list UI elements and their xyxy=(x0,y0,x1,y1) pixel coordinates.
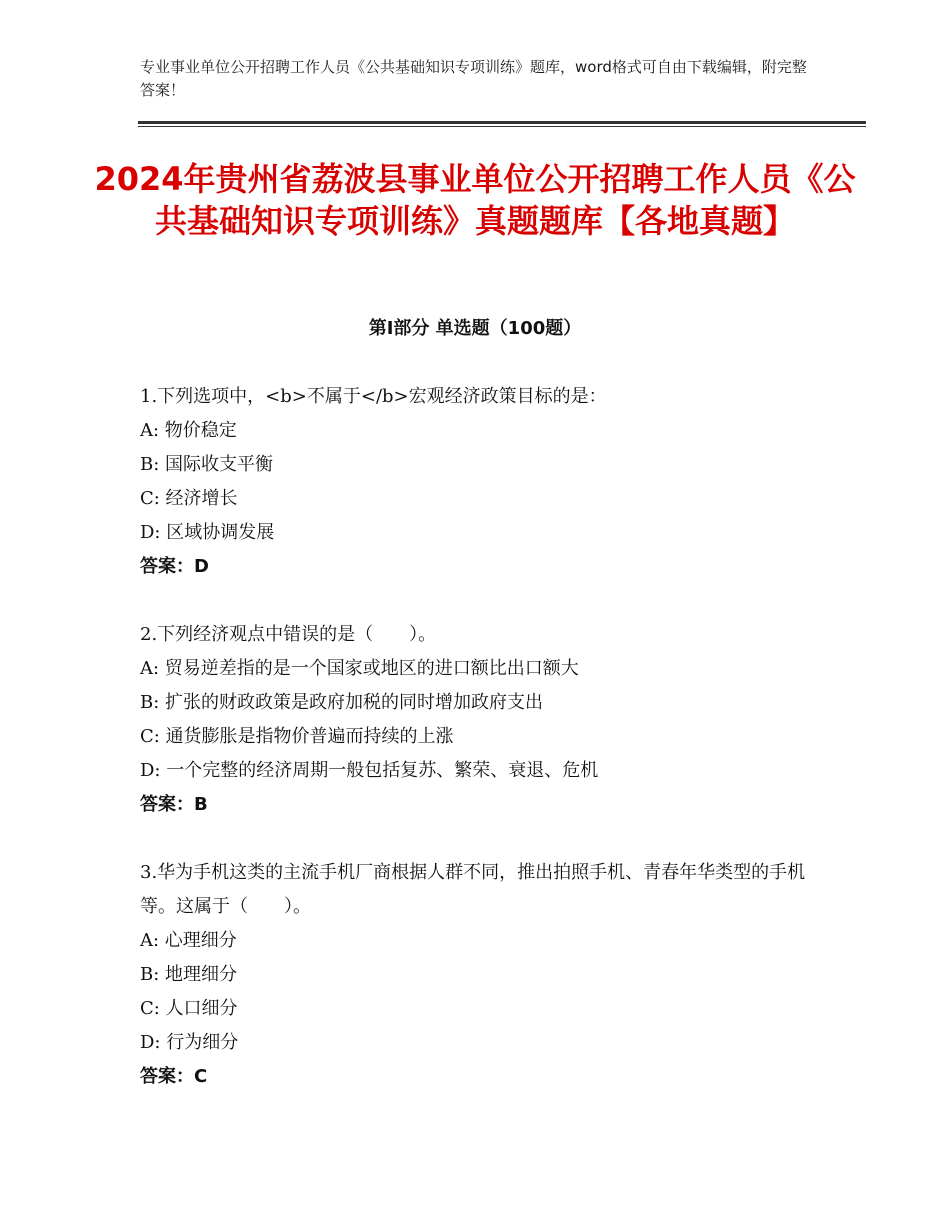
option-list xyxy=(140,652,820,788)
option-c: C: 人口细分 xyxy=(140,998,238,1019)
header-rule-thin xyxy=(138,126,866,127)
option-a: A: 贸易逆差指的是一个国家或地区的进口额比出口额大 xyxy=(140,658,579,679)
answer: 答案：D xyxy=(140,556,209,577)
question-1 xyxy=(140,380,820,584)
question-stem: 1.下列选项中，<b>不属于</b>宏观经济政策目标的是： xyxy=(140,386,607,407)
answer: 答案：B xyxy=(140,794,208,815)
option-b: B: 国际收支平衡 xyxy=(140,454,274,475)
section-title: 第Ⅰ部分 单选题（100题） xyxy=(368,318,582,339)
document-title: 2024年贵州省荔波县事业单位公开招聘工作人员《公共基础知识专项训练》真题题库【各地真题】 xyxy=(94,160,856,240)
option-a: A: 物价稳定 xyxy=(140,420,237,441)
question-3 xyxy=(140,856,820,1094)
question-stem: 2.下列经济观点中错误的是（ ）。 xyxy=(140,624,437,645)
answer: 答案：C xyxy=(140,1066,208,1087)
option-d: D: 区域协调发展 xyxy=(140,522,275,543)
option-d: D: 一个完整的经济周期一般包括复苏、繁荣、衰退、危机 xyxy=(140,760,599,781)
header-note: 专业事业单位公开招聘工作人员《公共基础知识专项训练》题库，word格式可自由下载编辑，附完整答案！ xyxy=(140,58,807,99)
option-b: B: 地理细分 xyxy=(140,964,238,985)
option-list xyxy=(140,414,820,550)
option-c: C: 经济增长 xyxy=(140,488,238,509)
option-d: D: 行为细分 xyxy=(140,1032,239,1053)
option-c: C: 通货膨胀是指物价普遍而持续的上涨 xyxy=(140,726,454,747)
question-2 xyxy=(140,618,820,822)
question-stem: 3.华为手机这类的主流手机厂商根据人群不同，推出拍照手机、青春年华类型的手机等。这属于（ ）。 xyxy=(140,862,806,917)
header-rule-thick xyxy=(138,121,866,124)
option-list xyxy=(140,924,820,1060)
option-b: B: 扩张的财政政策是政府加税的同时增加政府支出 xyxy=(140,692,544,713)
option-a: A: 心理细分 xyxy=(140,930,237,951)
